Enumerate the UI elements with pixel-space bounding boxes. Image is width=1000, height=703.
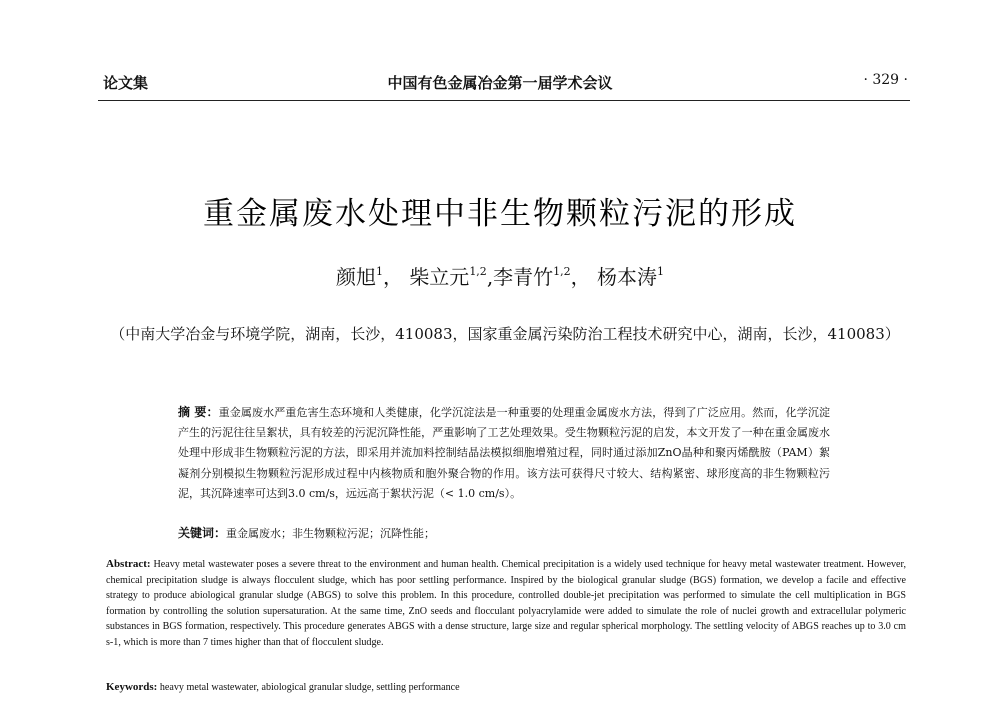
keywords-english [106,680,906,695]
keywords-chinese-text: 重金属废水；非生物颗粒污泥；沉降性能； [226,527,436,540]
author-affiliation-mark: 1,2 [553,265,571,278]
abstract-english [106,557,906,651]
abstract-english-label: Abstract: [106,558,151,570]
author-affiliation-mark: 1 [657,265,665,278]
author-affiliation-mark: 1 [375,265,383,278]
paper-title: 重金属废水处理中非生物颗粒污泥的形成 [203,196,797,232]
author-name: 李青竹 [493,265,554,289]
keywords-english-text: heavy metal wastewater, abiological granular sludge, settling performance [159,682,460,693]
abstract-chinese [178,402,830,504]
author-name: 颜旭 [335,265,376,289]
author-name: 杨本涛 [597,265,658,289]
running-header-left: 论文集 [103,74,149,92]
keywords-english-label: Keywords: [106,681,158,693]
keywords-chinese-label: 关键词： [178,526,227,540]
abstract-english-text: Heavy metal wastewater poses a severe threat to the environment and human health. Chemical precipitation is a widely used technique for heavy metal wastewater treatment. However, chemical precipitation sludge is always flocculent sludge, which has poor settling performance. Inspired by the biological granular sludge (BGS) formation, we develop a facile and effective strategy to produce abiological granular sludge (ABGS) to solve this problem. In this procedure, controlled double-jet precipitation was performed to simulate the cell multiplication in BGS formation by controlling the solution supersaturation. At the same time, ZnO seeds and flocculant polyacrylamide were added to simulate the role of nuclei growth and extracellular polymeric substances in BGS formation, respectively. This procedure generates ABGS with a dense structure, large size and regular spherical morphology. The settling velocity of ABGS reaches up to 3.0 cm s-1, which is more than 7 times higher than that of flocculent sludge. [106,559,906,648]
running-header-center: 中国有色金属冶金第一届学术会议 [387,74,613,92]
abstract-chinese-text: 重金属废水严重危害生态环境和人类健康，化学沉淀法是一种重要的处理重金属废水方法，得到了广泛应用。然而，化学沉淀产生的污泥往往呈絮状，具有较差的污泥沉降性能，严重影响了工艺处理效果。受生物颗粒污泥的启发，本文开发了一种在重金属废水处理中形成非生物颗粒污泥的方法，即采用并流加料控制结晶法模拟细胞增殖过程，同时通过添加ZnO晶种和聚丙烯酰胺（PAM）絮凝剂分别模拟生物颗粒污泥形成过程中内核物质和胞外聚合物的作用。该方法可获得尺寸较大、结构紧密、球形度高的非生物颗粒污泥，其沉降速率可达到3.0 cm/s，远远高于絮状污泥（< 1.0 cm/s）。 [178,406,830,500]
author-name: 柴立元 [409,265,470,289]
author-separator: ， [382,265,403,289]
page-number: · 329 · [863,72,908,88]
author-affiliation-mark: 1,2 [469,265,487,278]
header-rule [98,100,910,101]
author-separator: ， [570,265,591,289]
author-separator: , [486,265,494,289]
affiliation: （中南大学冶金与环境学院，湖南，长沙，410083，国家重金属污染防治工程技术研究中心，湖南，长沙，410083） [110,325,900,343]
author-list [0,261,1000,290]
abstract-chinese-label: 摘 要： [178,405,219,419]
keywords-chinese [178,523,830,544]
